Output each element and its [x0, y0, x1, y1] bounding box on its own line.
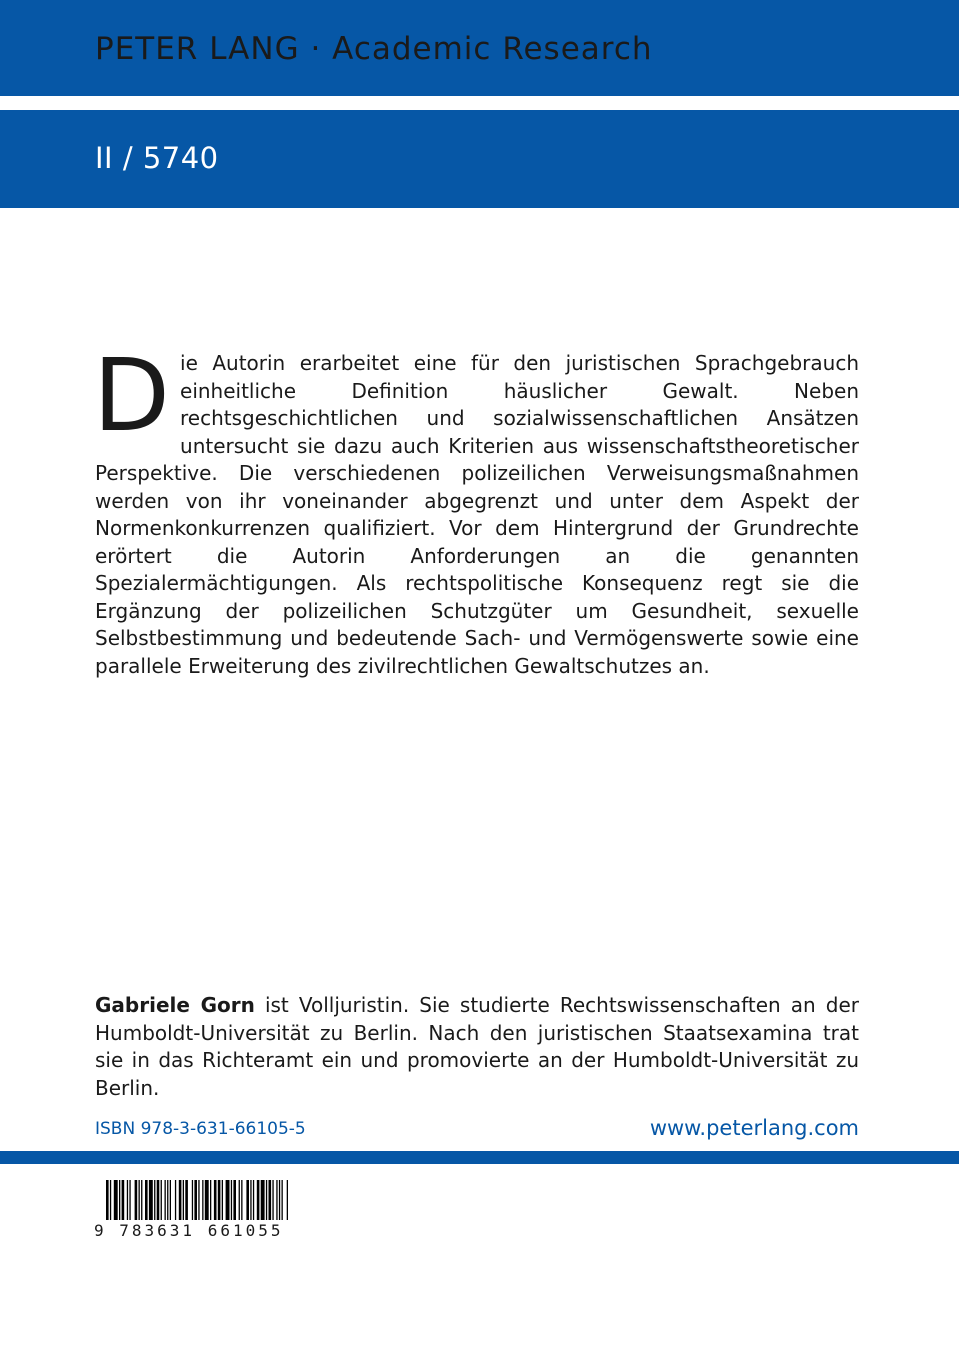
barcode-bar [282, 1180, 283, 1220]
barcode-bar [106, 1180, 109, 1220]
barcode-bar [272, 1180, 273, 1220]
drop-cap: D [93, 337, 171, 454]
barcode-bar [246, 1180, 249, 1220]
barcode-digits: 9 783631 661055 [94, 1221, 284, 1240]
barcode-bar [119, 1180, 120, 1220]
barcode-bar [129, 1180, 130, 1220]
barcode-bar [194, 1180, 197, 1220]
barcode-bar [250, 1180, 251, 1220]
footer-rule [0, 1151, 959, 1164]
barcode-bar [192, 1180, 193, 1220]
barcode-bar [139, 1180, 140, 1220]
barcode-bar [122, 1180, 125, 1220]
barcode-bar [218, 1180, 221, 1220]
barcode-bar [127, 1180, 128, 1220]
barcode-bar [266, 1180, 267, 1220]
barcode-bar [145, 1180, 148, 1220]
barcode-bar [253, 1180, 254, 1220]
barcode-bar [175, 1180, 176, 1220]
series-number: II / 5740 [95, 141, 219, 175]
barcode-bar [185, 1180, 188, 1220]
barcode-bar [257, 1180, 260, 1220]
barcode-bar [222, 1180, 223, 1220]
barcode-bar [141, 1180, 142, 1220]
barcode-bar [214, 1180, 217, 1220]
barcode-bar [233, 1180, 236, 1220]
barcode-bar [170, 1180, 171, 1220]
author-bio [95, 992, 859, 1102]
barcode-bar [167, 1180, 168, 1220]
barcode-bar [279, 1180, 280, 1220]
author-name: Gabriele Gorn [95, 993, 255, 1017]
isbn-label: ISBN 978-3-631-66105-5 [95, 1119, 306, 1139]
barcode-bar [210, 1180, 211, 1220]
barcode-bar [179, 1180, 182, 1220]
barcode-bar [241, 1180, 242, 1220]
author-bio-text: ist Volljuristin. Sie studierte Rechtswissenschaften an der Humboldt-Universität zu Berlin. Nach den juristischen Staatsexamina trat sie in das Richteramt ein und promovierte an der Humboldt-Universität zu Berlin. [95, 993, 859, 1100]
barcode-bar [114, 1180, 118, 1220]
barcode-bar [149, 1180, 153, 1220]
barcode-bar [198, 1180, 199, 1220]
barcode-bar [239, 1180, 240, 1220]
barcode-bar [226, 1180, 230, 1220]
barcode-bar [183, 1180, 184, 1220]
barcode-bar [154, 1180, 155, 1220]
barcode-bar [161, 1180, 162, 1220]
website-link[interactable]: www.peterlang.com [649, 1116, 859, 1140]
barcode-bar [276, 1180, 277, 1220]
description-text: ie Autorin erarbeitet eine für den juristischen Sprachgebrauch einheitliche Definition häuslicher Gewalt. Neben rechtsgeschichtlichen und sozialwissenschaftlichen Ansätzen untersucht sie dazu auch Kriterien aus wissenschaftstheoretischer Perspektive. Die verschiedenen polizeilichen Verweisungsmaßnahmen werden von ihr voneinander abgegrenzt und unter dem Aspekt der Normenkonkurrenzen qualifiziert. Vor dem Hintergrund der Grundrechte erörtert die Autorin Anforderungen an die genannten Spezialermächtigungen. Als rechtspolitische Konsequenz regt sie die Ergänzung der polizeilichen Schutzgüter um Gesundheit, sexuelle Selbstbestimmung und bedeutende Sach- und Vermögenswerte sowie eine parallele Erweiterung des zivilrechtlichen Gewaltschutzes an. [95, 351, 859, 678]
barcode-bar [269, 1180, 272, 1220]
barcode-bar [231, 1180, 232, 1220]
barcode-bar [261, 1180, 265, 1220]
publisher-title: PETER LANG · Academic Research [95, 31, 653, 67]
barcode-bar [287, 1180, 288, 1220]
book-description [93, 337, 859, 680]
barcode-bar [157, 1180, 160, 1220]
barcode-bar [110, 1180, 111, 1220]
barcode-bar [165, 1180, 166, 1220]
barcode-bar [205, 1180, 209, 1220]
barcode-bar [202, 1180, 203, 1220]
barcode-bar [135, 1180, 138, 1220]
